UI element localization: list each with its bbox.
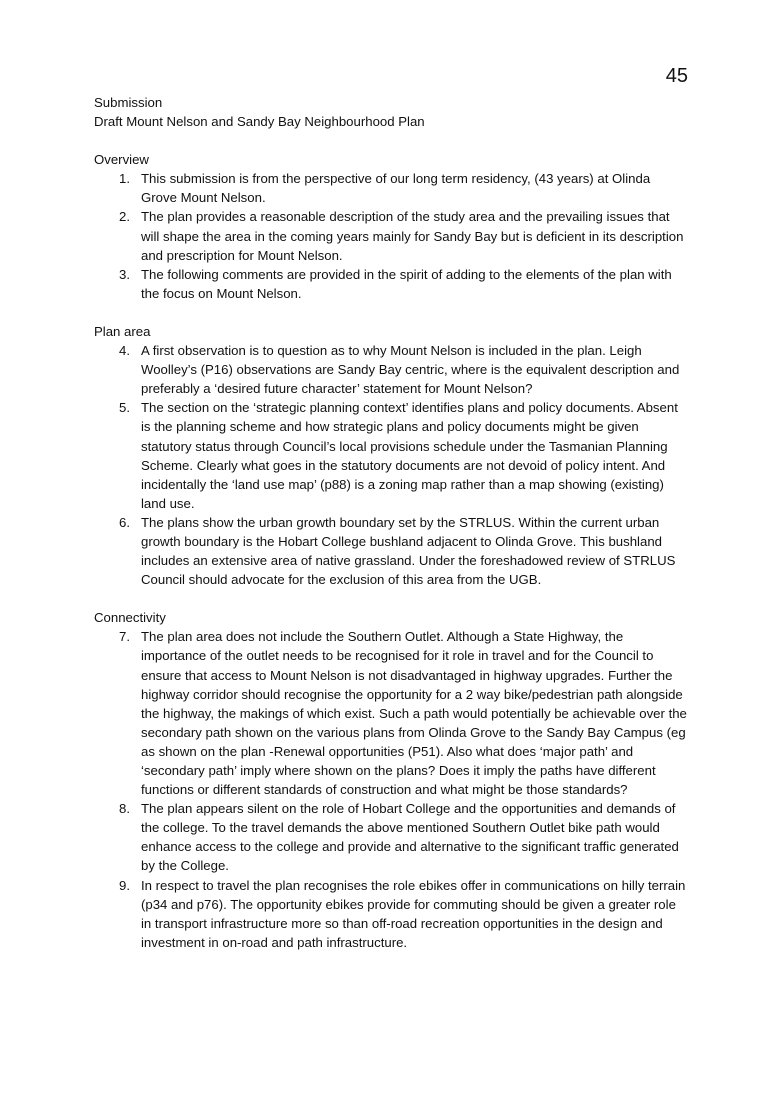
document-body: [94, 93, 688, 952]
item-text: A first observation is to question as to why Mount Nelson is included in the plan. Leigh Woolley’s (P16) observations are Sandy Bay centric, where is the equivalent description and preferably a ‘desired future character’ statement for Mount Nelson?: [141, 343, 680, 397]
item-number: 3.: [119, 266, 130, 282]
section-plan-area: [94, 322, 688, 589]
item-number: 9.: [119, 877, 130, 893]
list-item: [94, 207, 688, 264]
list-item: [94, 398, 688, 513]
list-item: [94, 513, 688, 589]
numbered-list: [94, 627, 688, 952]
item-number: 7.: [119, 629, 130, 645]
numbered-list: [94, 169, 688, 303]
numbered-list: [94, 341, 688, 589]
item-text: In respect to travel the plan recognises the role ebikes offer in communications on hilly terrain (p34 and p76). The opportunity ebikes provide for commuting should be given a greater role in transport infrastructure more so than off-road recreation opportunities in the design and investment in on-road and path infrastructure.: [141, 877, 686, 950]
document-subtitle: Draft Mount Nelson and Sandy Bay Neighbourhood Plan: [94, 114, 425, 130]
list-item: [94, 627, 688, 799]
item-number: 8.: [119, 801, 130, 817]
item-text: The following comments are provided in the spirit of adding to the elements of the plan with the focus on Mount Nelson.: [141, 266, 672, 301]
item-number: 2.: [119, 209, 130, 225]
item-number: 1.: [119, 171, 130, 187]
list-item: [94, 341, 688, 398]
spacer: [94, 131, 688, 150]
list-item: [94, 169, 688, 207]
item-number: 5.: [119, 400, 130, 416]
list-item: [94, 876, 688, 952]
item-text: The plan appears silent on the role of Hobart College and the opportunities and demands of the college. To the travel demands the above mentioned Southern Outlet bike path would enhance access to the college and provide and alternative to the significant traffic generated by the College.: [141, 801, 679, 874]
item-number: 4.: [119, 343, 130, 359]
item-text: This submission is from the perspective of our long term residency, (43 years) at Olinda Grove Mount Nelson.: [141, 171, 651, 206]
spacer: [94, 303, 688, 322]
section-overview: [94, 150, 688, 303]
section-heading: Plan area: [94, 323, 151, 339]
page-number: 45: [665, 65, 688, 87]
item-number: 6.: [119, 514, 130, 530]
item-text: The plan area does not include the Southern Outlet. Although a State Highway, the importance of the outlet needs to be recognised for it role in travel and for the Council to ensure that access to Mount Nelson is not disadvantaged in highway upgrades. Further the highway corridor should recognise the opportunity for a 2 way bike/pedestrian path alongside the highway, the makings of which exist. Such a path would potentially be achievable over the secondary path shown on the various plans from Olinda Grove to the Sandy Bay Campus (eg as shown on the plan -Renewal opportunities (P51). Also what does ‘major path’ and ‘secondary path’ imply where shown on the plans? Does it imply the paths have different functions or different standards of construction and what might be those standards?: [141, 629, 687, 798]
document-title: Submission: [94, 95, 163, 110]
list-item: [94, 265, 688, 303]
item-text: The plans show the urban growth boundary set by the STRLUS. Within the current urban growth boundary is the Hobart College bushland adjacent to Olinda Grove. This bushland includes an extensive area of native grassland. Under the foreshadowed review of STRLUS Council should advocate for the exclusion of this area from the UGB.: [141, 514, 676, 588]
spacer: [94, 589, 688, 608]
item-text: The plan provides a reasonable description of the study area and the prevailing issues that will shape the area in the coming years mainly for Sandy Bay but is deficient in its description and prescription for Mount Nelson.: [141, 209, 684, 263]
item-text: The section on the ‘strategic planning context’ identifies plans and policy documents. Absent is the planning scheme and how strategic plans and policy documents might be given statutory status through Council’s local provisions schedule under the Tasmanian Planning Scheme. Clearly what goes in the statutory documents are not devoid of policy intent. And incidentally the ‘land use map’ (p88) is a zoning map rather than a map showing (existing) land use.: [141, 400, 678, 511]
section-heading: Connectivity: [94, 610, 166, 626]
list-item: [94, 799, 688, 875]
section-connectivity: [94, 608, 688, 952]
section-heading: Overview: [94, 152, 149, 168]
